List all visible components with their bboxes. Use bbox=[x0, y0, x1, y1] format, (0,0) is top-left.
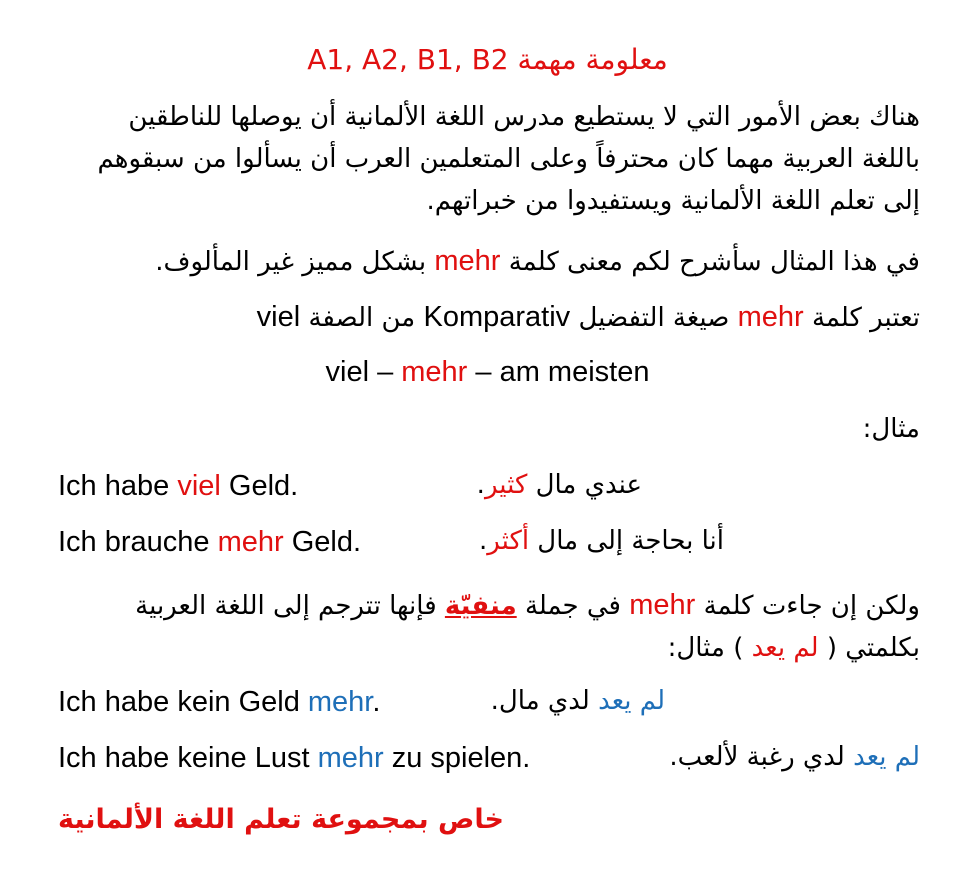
negation-p3: فإنها تترجم إلى اللغة العربية بكلمتي ( bbox=[135, 591, 920, 663]
ex1-de-b: viel bbox=[177, 470, 221, 502]
negation-negated: منفيّة bbox=[444, 591, 517, 621]
example-3-arabic bbox=[491, 688, 665, 714]
ex2-ar-b: أكثر bbox=[487, 526, 530, 556]
example-4-german bbox=[58, 744, 530, 773]
comparative-p2: صيغة التفضيل bbox=[578, 303, 730, 333]
explain-line bbox=[70, 240, 920, 283]
example-1-german bbox=[58, 472, 298, 501]
example-2-arabic bbox=[479, 528, 724, 554]
ex2-de-c: Geld. bbox=[283, 526, 362, 558]
ex3-de-a: Ich habe kein Geld bbox=[58, 686, 308, 718]
ex1-ar-b: كثير bbox=[484, 470, 528, 500]
ex2-ar-c: . bbox=[478, 526, 488, 556]
negation-p1: ولكن إن جاءت كلمة bbox=[703, 591, 920, 621]
ex4-ar-a: لم يعد bbox=[853, 742, 920, 772]
comparative-word: mehr bbox=[737, 301, 804, 333]
ex2-de-a: Ich brauche bbox=[58, 526, 218, 558]
ex4-de-b: mehr bbox=[317, 742, 384, 774]
ex1-de-a: Ich habe bbox=[58, 470, 178, 502]
negation-lam-yaud: لم يعد bbox=[751, 633, 819, 663]
example-1-arabic bbox=[477, 472, 642, 498]
ex1-ar-a: عندي مال bbox=[527, 470, 642, 500]
footer-credit bbox=[58, 806, 508, 833]
explain-before: في هذا المثال سأشرح لكم معنى كلمة bbox=[508, 247, 920, 277]
comparative-adj: viel bbox=[256, 301, 301, 333]
ex4-de-c: zu spielen. bbox=[383, 742, 531, 774]
ex3-de-c: . bbox=[372, 686, 381, 718]
ex3-ar-a: لم يعد bbox=[598, 686, 665, 716]
page-title bbox=[0, 43, 975, 76]
forms-a: viel – bbox=[325, 356, 394, 388]
example-3-german bbox=[58, 688, 380, 717]
ex1-de-c: Geld. bbox=[220, 470, 299, 502]
ex4-ar-b: لدي رغبة لألعب. bbox=[669, 742, 854, 772]
negation-word: mehr bbox=[629, 589, 696, 621]
ex1-ar-c: . bbox=[476, 470, 485, 500]
ex2-ar-a: أنا بحاجة إلى مال bbox=[529, 526, 724, 556]
ex2-de-b: mehr bbox=[217, 526, 284, 558]
negation-p2: في جملة bbox=[524, 591, 621, 621]
comparative-p3: من الصفة bbox=[308, 303, 416, 333]
comparative-term: Komparativ bbox=[423, 301, 571, 333]
ex3-ar-b: لدي مال. bbox=[490, 686, 599, 716]
forms-line bbox=[0, 358, 975, 387]
example-label: مثال: bbox=[862, 414, 920, 444]
comparative-p1: تعتبر كلمة bbox=[811, 303, 920, 333]
negation-paragraph bbox=[70, 584, 920, 669]
title-levels: A1, A2, B1, B2 bbox=[307, 43, 509, 76]
negation-p4: ) مثال: bbox=[667, 633, 744, 663]
intro-paragraph: هناك بعض الأمور التي لا يستطيع مدرس اللغة الألمانية أن يوصلها للناطقين باللغة العربية مهما كان محترفاً وعلى المتعلمين العرب أن يسألوا من سبقوهم إلى تعلم اللغة الألمانية ويستفيدوا من خبراتهم. bbox=[97, 102, 920, 216]
comparative-line bbox=[70, 296, 920, 339]
example-2-german bbox=[58, 528, 361, 557]
explain-word: mehr bbox=[434, 245, 501, 277]
ex3-de-b: mehr bbox=[307, 686, 373, 718]
forms-c: – am meisten bbox=[475, 356, 650, 388]
ex4-de-a: Ich habe keine Lust bbox=[58, 742, 318, 774]
example-4-arabic bbox=[669, 744, 920, 770]
footer-text: خاص بمجموعة تعلم اللغة الألمانية bbox=[58, 804, 504, 835]
forms-b: mehr bbox=[401, 356, 468, 388]
explain-after: بشكل مميز غير المألوف. bbox=[155, 247, 427, 277]
title-arabic: معلومة مهمة bbox=[517, 43, 668, 76]
